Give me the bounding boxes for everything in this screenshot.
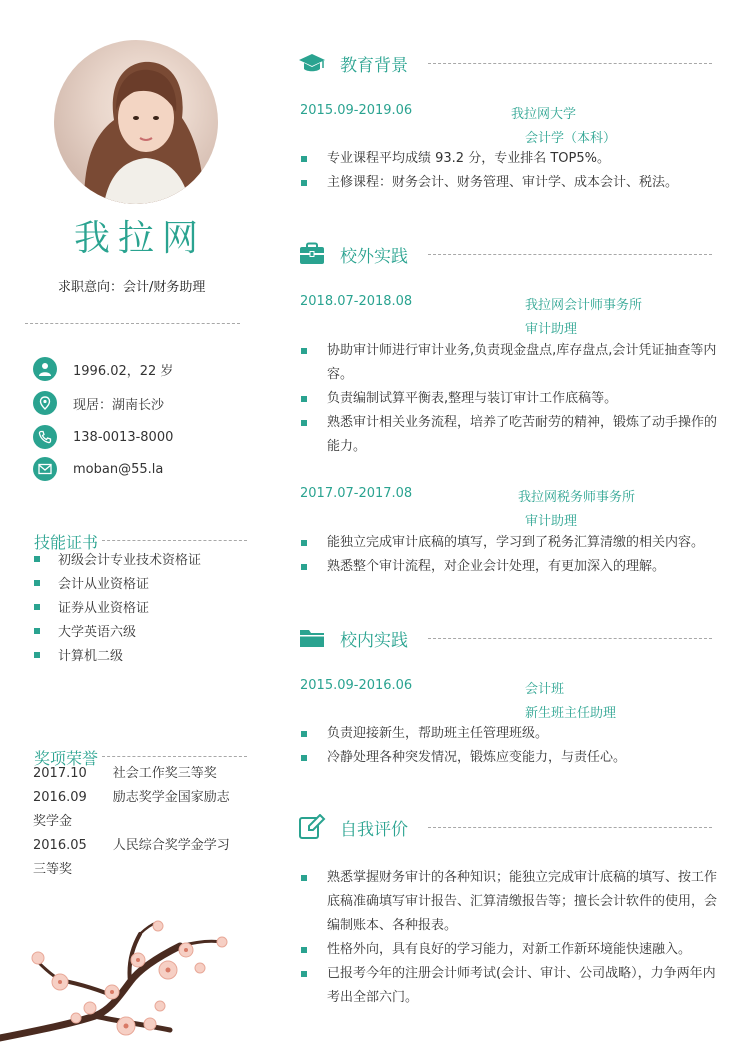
phone-icon (33, 425, 57, 449)
self-title: 自我评价 (340, 819, 408, 840)
candidate-name: 我拉网 (73, 218, 206, 259)
job-bullet: 熟悉整个审计流程，对企业会计处理，有更加深入的理解。 (301, 555, 721, 579)
graduation-cap-icon (298, 52, 326, 74)
education-title: 教育背景 (340, 55, 408, 76)
education-school: 我拉网大学 (511, 107, 577, 122)
edit-icon (298, 814, 326, 840)
campus-role: 新生班主任助理 (525, 706, 617, 721)
job-objective: 求职意向：会计/财务助理 (58, 280, 206, 295)
location-icon (33, 391, 57, 415)
contact-email (33, 456, 163, 482)
external-title: 校外实践 (340, 246, 408, 267)
skills-divider (102, 540, 247, 541)
job-org: 我拉网会计师事务所 (525, 298, 643, 313)
campus-bullet: 冷静处理各种突发情况，锻炼应变能力，与责任心。 (301, 746, 721, 770)
job-bullet: 能独立完成审计底稿的填写，学习到了税务汇算清缴的相关内容。 (301, 531, 721, 555)
self-bullet: 熟悉掌握财务审计的各种知识；能独立完成审计底稿的填写、按工作底稿准确填写审计报告、汇算清缴报告等；擅长会计软件的使用，会编制账本、各种报表。 (301, 866, 721, 938)
self-bullet: 已报考今年的注册会计师考试(会计、审计、公司战略），力争两年内考出全部六门。 (301, 962, 721, 1010)
divider (25, 323, 240, 324)
job-role: 审计助理 (525, 514, 578, 529)
campus-bullet: 负责迎接新生，帮助班主任管理班级。 (301, 722, 721, 746)
external-header (298, 240, 408, 268)
education-header (298, 49, 408, 77)
email-icon (33, 457, 57, 481)
folder-icon (298, 627, 326, 649)
skill-item: 证券从业资格证 (34, 597, 149, 616)
skill-item: 计算机二级 (34, 645, 123, 664)
contact-birth (33, 356, 173, 382)
address-text: 现居：湖南长沙 (73, 397, 165, 413)
self-header (298, 813, 408, 841)
job-role: 审计助理 (525, 322, 578, 337)
birth-text: 1996.02，22 岁 (73, 363, 174, 379)
campus-date: 2015.09-2016.06 (300, 678, 413, 693)
education-divider (428, 63, 712, 64)
avatar (54, 40, 218, 204)
skill-item: 大学英语六级 (34, 621, 136, 640)
email-text: moban@55.la (73, 461, 164, 477)
contact-address (33, 390, 164, 416)
education-date: 2015.09-2019.06 (300, 103, 413, 118)
job-date: 2018.07-2018.08 (300, 294, 413, 309)
job-org: 我拉网税务师事务所 (518, 490, 636, 505)
education-bullet: 主修课程：财务会计、财务管理、审计学、成本会计、税法。 (301, 171, 721, 195)
awards-title: 奖项荣誉 (34, 749, 99, 768)
external-divider (428, 254, 712, 255)
campus-header (298, 624, 408, 652)
skill-item: 初级会计专业技术资格证 (34, 549, 201, 568)
skill-item: 会计从业资格证 (34, 573, 149, 592)
self-bullet: 性格外向，具有良好的学习能力，对新工作新环境能快速融入。 (301, 938, 721, 962)
award-item: 2017.10 社会工作奖三等奖 (33, 766, 217, 781)
left-column (0, 0, 265, 1058)
education-bullet: 专业课程平均成绩 93.2 分，专业排名 TOP5%。 (301, 147, 721, 171)
award-item: 2016.05 人民综合奖学金学习 三等奖 (33, 838, 230, 877)
campus-divider (428, 638, 712, 639)
briefcase-icon (298, 242, 326, 266)
job-bullet: 熟悉审计相关业务流程，培养了吃苦耐劳的精神，锻炼了动手操作的能力。 (301, 411, 721, 459)
phone-text: 138-0013-8000 (73, 429, 174, 445)
person-icon (33, 357, 57, 381)
award-item: 2016.09 励志奖学金国家励志 奖学金 (33, 790, 230, 829)
job-bullet: 协助审计师进行审计业务,负责现金盘点,库存盘点,会计凭证抽查等内容。 (301, 339, 721, 387)
skills-title: 技能证书 (34, 533, 99, 552)
awards-divider (102, 756, 247, 757)
self-divider (428, 827, 712, 828)
plum-blossom-icon (0, 920, 265, 1058)
job-bullet: 负责编制试算平衡表,整理与装订审计工作底稿等。 (301, 387, 721, 411)
contact-phone (33, 424, 173, 450)
campus-title: 校内实践 (340, 630, 408, 651)
campus-org: 会计班 (525, 682, 565, 697)
education-major: 会计学（本科） (525, 131, 617, 146)
job-date: 2017.07-2017.08 (300, 486, 413, 501)
